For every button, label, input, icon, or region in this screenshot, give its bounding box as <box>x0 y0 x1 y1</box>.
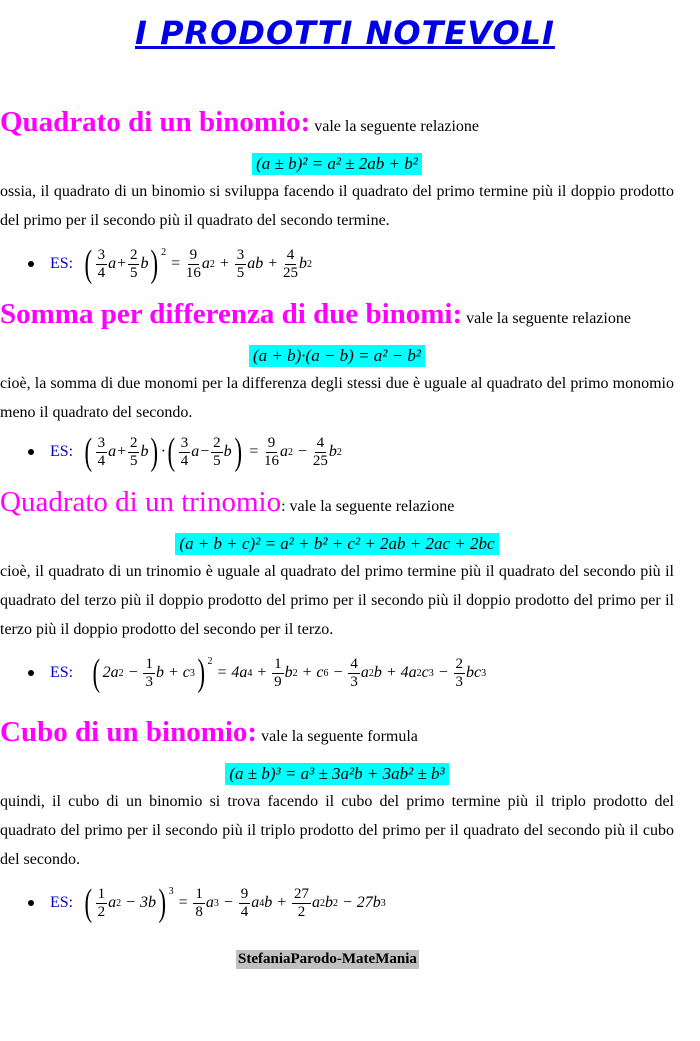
section-subtitle: vale la seguente formula <box>261 728 418 745</box>
formula-highlight: (a ± b)³ = a³ ± 3a²b + 3ab² ± b³ <box>225 763 448 785</box>
example-item <box>0 878 674 928</box>
section-text: cioè, il quadrato di un trinomio è uguale al quadrato del primo termine più il quadrato del secondo più il quadrato del terzo più il doppio prodotto del primo per il secondo più il doppio prodotto del primo per il terzo più il doppio prodotto del secondo per il terzo. <box>0 563 674 638</box>
formula-highlight: (a + b)·(a − b) = a² − b² <box>249 345 425 367</box>
section-heading: Somma per differenza di due binomi: <box>0 298 463 330</box>
section-quadrato-binomio <box>0 106 674 289</box>
bullet-icon <box>28 261 34 267</box>
section-text: quindi, il cubo di un binomio si trova facendo il cubo del primo termine più il triplo prodotto del quadrato del primo per il secondo più il triplo prodotto del primo per il quadrato del secondo più il cubo del secondo. <box>0 793 674 868</box>
page-title: I PRODOTTI NOTEVOLI <box>135 14 555 52</box>
example-math: ( 3 4 a+ 2 5 b ) · ( 3 4 a− 2 5 b ) = 9 16 a 2 − 4 25 b 2 <box>84 431 342 473</box>
example-math: ( 2a 2 − 1 3 b + c 3 ) $^2$ = 4a 4 + 1 9 b 2 + c 6 − 4 3 a 2 b + 4a 2 c 3 − 2 3 bc 3 <box>92 652 487 694</box>
bullet-icon <box>28 449 34 455</box>
bullet-icon <box>28 900 34 906</box>
section-subtitle: vale la seguente relazione <box>314 118 480 135</box>
example-item <box>0 239 674 289</box>
section-subtitle: : vale la seguente relazione <box>281 498 455 515</box>
bullet-icon <box>28 670 34 676</box>
example-item <box>0 648 674 698</box>
example-math: ( 3 4 a+ 2 5 b ) $^2$ = 9 16 a 2 + 3 5 ab + 4 25 b 2 <box>84 243 312 285</box>
example-label: ES: <box>50 255 74 272</box>
section-heading: Quadrato di un trinomio <box>0 486 282 518</box>
section-somma-differenza <box>0 298 674 477</box>
example-label: ES: <box>50 894 74 911</box>
section-subtitle: vale la seguente relazione <box>466 310 631 327</box>
section-text: cioè, la somma di due monomi per la differenza degli stessi due è uguale al quadrato del primo monomio meno il quadrato del secondo. <box>0 375 674 421</box>
example-item <box>0 427 674 477</box>
section-heading: Cubo di un binomio: <box>0 716 258 748</box>
example-math: ( 1 2 a 2 − 3b ) $^3$ = 1 8 a 3 − 9 4 a 4 b + 27 2 a 2 b 2 − 27b 3 <box>84 882 386 924</box>
formula-highlight: (a ± b)² = a² ± 2ab + b² <box>252 153 422 175</box>
formula-highlight: (a + b + c)² = a² + b² + c² + 2ab + 2ac + 2bc <box>175 533 498 555</box>
example-label: ES: <box>50 664 74 681</box>
example-label: ES: <box>50 443 74 460</box>
section-cubo-binomio <box>0 716 674 928</box>
section-text: ossia, il quadrato di un binomio si sviluppa facendo il quadrato del primo termine più il doppio prodotto del primo per il secondo più il quadrato del secondo termine. <box>0 183 674 229</box>
author-credit: StefaniaParodo-MateMania <box>238 951 417 967</box>
section-heading: Quadrato di un binomio: <box>0 106 311 138</box>
section-quadrato-trinomio <box>0 486 674 698</box>
